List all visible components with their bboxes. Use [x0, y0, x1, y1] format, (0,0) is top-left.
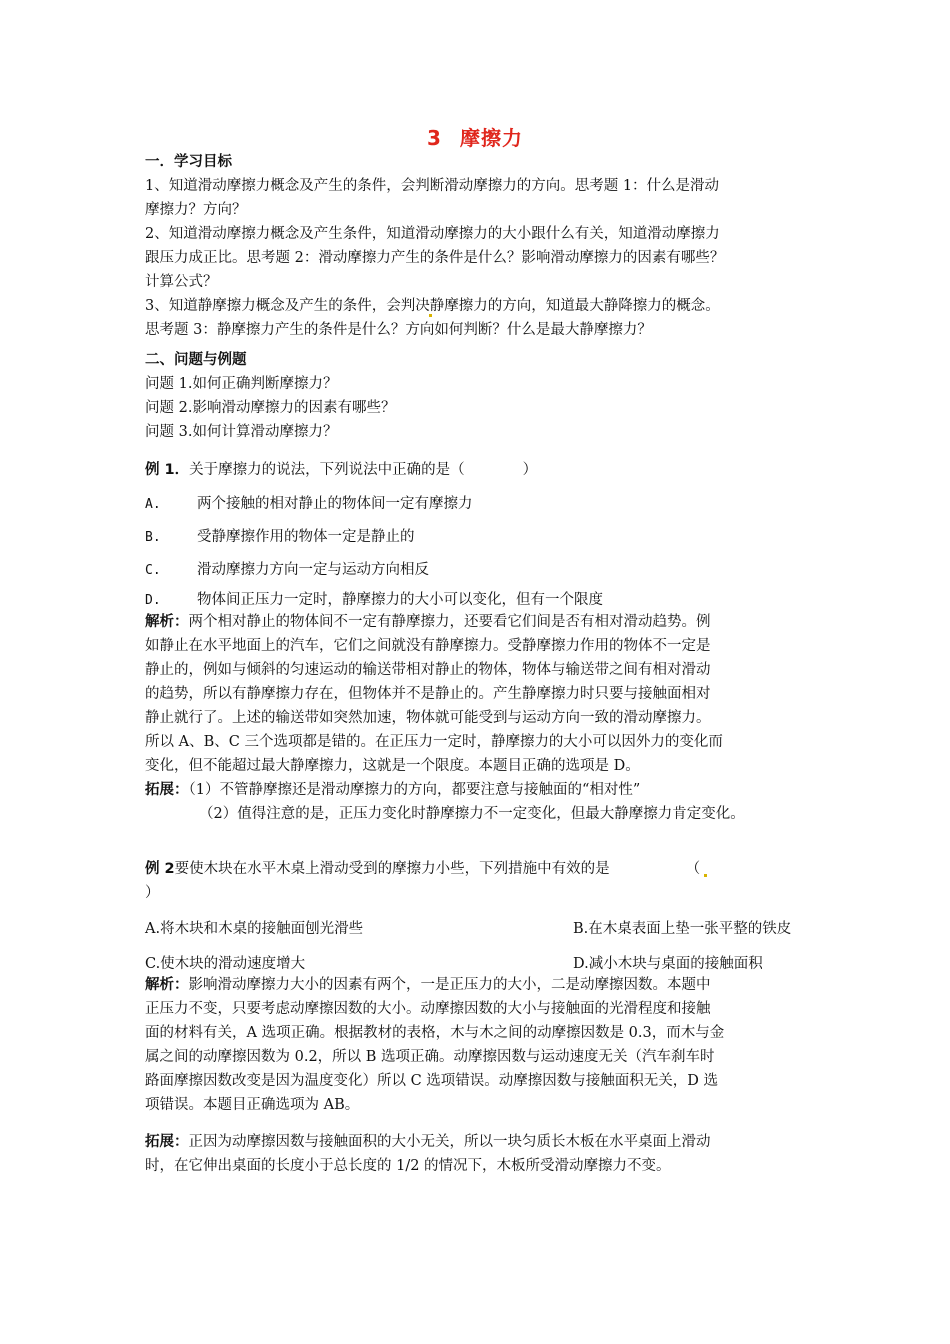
- analysis-line: 影响滑动摩擦力大小的因素有两个，一是正压力的大小，二是动摩擦因数。本题中: [188, 977, 711, 993]
- section-heading: 二、问题与例题: [145, 352, 247, 368]
- example1-label: 例 1．: [145, 462, 190, 478]
- extension-line: （1）不管静摩擦还是滑动摩擦力的方向，都要注意与接触面的“相对性”: [188, 782, 641, 798]
- option-letter: D.: [145, 593, 161, 608]
- analysis-line: 变化，但不能超过最大静摩擦力，这就是一个限度。本题目正确的选项是 D。: [145, 758, 640, 774]
- analysis-line: 静止就行了。上述的输送带如突然加速，物体就可能受到与运动方向一致的滑动摩擦力。: [145, 710, 711, 726]
- goal-line: 3、知道静摩擦力概念及产生的条件，会判决静摩擦力的方向，知道最大静降擦力的概念。: [145, 298, 720, 314]
- goal-line: 思考题 3：静摩擦力产生的条件是什么？方向如何判断？什么是最大静摩擦力？: [145, 322, 652, 338]
- option-a: [145, 492, 473, 517]
- analysis-line: 所以 A、B、C 三个选项都是错的。在正压力一定时，静摩擦力的大小可以因外力的变化而: [145, 734, 723, 750]
- question-item: 问题 1.如何正确判断摩擦力？: [145, 376, 338, 392]
- analysis-line: 静止的，例如与倾斜的匀速运动的输送带相对静止的物体，物体与输送带之间有相对滑动: [145, 662, 711, 678]
- option-d: D.减小木块与桌面的接触面积: [573, 956, 763, 972]
- analysis-label: 解析：: [145, 977, 189, 993]
- analysis-label: 解析：: [145, 614, 189, 630]
- example2-extension: [145, 1130, 825, 1178]
- goal-line: 1、知道滑动摩擦力概念及产生的条件，会判断滑动摩擦力的方向。思考题 1：什么是滑动: [145, 178, 720, 194]
- example1-analysis: [145, 610, 825, 826]
- scan-artifact-dot: [429, 314, 432, 317]
- option-text: 滑动摩擦力方向一定与运动方向相反: [197, 562, 429, 578]
- example2-stem: [145, 857, 825, 905]
- option-c: C.使木块的滑动速度增大: [145, 956, 306, 972]
- analysis-line: 面的材料有关，A 选项正确。根据教材的表格，木与木之间的动摩擦因数是 0.3，而木与金: [145, 1025, 725, 1041]
- question-item: 问题 3.如何计算滑动摩擦力？: [145, 424, 338, 440]
- analysis-line: 如静止在水平地面上的汽车，它们之间就没有静摩擦力。受静摩擦力作用的物体不一定是: [145, 638, 711, 654]
- option-letter: C.: [145, 563, 161, 578]
- option-c: [145, 558, 429, 583]
- section-heading: 一．学习目标: [145, 154, 232, 170]
- question-item: 问题 2.影响滑动摩擦力的因素有哪些？: [145, 400, 396, 416]
- extension-label: 拓展：: [145, 1134, 189, 1150]
- analysis-line: 路面摩擦因数改变是因为温度变化）所以 C 选项错误。动摩擦因数与接触面积无关，D 选: [145, 1073, 719, 1089]
- section-learning-goals: [145, 150, 825, 342]
- option-a: A.将木块和木桌的接触面刨光滑些: [145, 921, 364, 937]
- analysis-line: 属之间的动摩擦因数为 0.2，所以 B 选项正确。动摩擦因数与运动速度无关（汽车刹车时: [145, 1049, 715, 1065]
- option-b: B.在木桌表面上垫一张平整的铁皮: [573, 921, 792, 937]
- extension-line: 正因为动摩擦因数与接触面积的大小无关，所以一块匀质长木板在水平桌面上滑动: [188, 1134, 711, 1150]
- goal-line: 2、知道滑动摩擦力概念及产生条件，知道滑动摩擦力的大小跟什么有关，知道滑动摩擦力: [145, 226, 720, 242]
- option-letter: A.: [145, 497, 161, 512]
- option-text: 两个接触的相对静止的物体间一定有摩擦力: [197, 496, 473, 512]
- page-title: [0, 122, 950, 151]
- analysis-line: 正压力不变，只要考虑动摩擦因数的大小。动摩擦因数的大小与接触面的光滑程度和接触: [145, 1001, 711, 1017]
- analysis-line: 两个相对静止的物体间不一定有静摩擦力，还要看它们间是否有相对滑动趋势。例: [188, 614, 711, 630]
- goal-line: 跟压力成正比。思考题 2：滑动摩擦力产生的条件是什么？影响滑动摩擦力的因素有哪些？: [145, 250, 725, 266]
- option-letter: B.: [145, 530, 161, 545]
- option-text: 物体间正压力一定时，静摩擦力的大小可以变化，但有一个限度: [197, 592, 603, 608]
- example2-options-row1: [145, 917, 825, 941]
- goal-line: 计算公式？: [145, 274, 218, 290]
- example2-question: 要使木块在水平木桌上滑动受到的摩擦力小些，下列措施中有效的是: [174, 861, 610, 877]
- section-questions: [145, 348, 825, 444]
- example1-stem: [145, 458, 825, 482]
- option-b: [145, 525, 415, 550]
- extension-line: 时，在它伸出桌面的长度小于总长度的 1/2 的情况下，木板所受滑动摩擦力不变。: [145, 1158, 671, 1174]
- goal-line: 摩擦力？方向？: [145, 202, 247, 218]
- example1-question: 关于摩擦力的说法，下列说法中正确的是（ ）: [189, 462, 538, 478]
- extension-label: 拓展：: [145, 782, 189, 798]
- title-text: 摩擦力: [459, 126, 523, 150]
- example2-analysis: [145, 973, 825, 1117]
- answer-paren-close: ）: [145, 885, 160, 901]
- answer-paren-open: （: [685, 861, 701, 877]
- analysis-line: 的趋势，所以有静摩擦力存在，但物体并不是静止的。产生静摩擦力时只要与接触面相对: [145, 686, 711, 702]
- extension-line: （2）值得注意的是，正压力变化时静摩擦力不一定变化，但最大静摩擦力肯定变化。: [199, 806, 745, 822]
- scan-artifact-dot: [704, 874, 707, 877]
- example2-label: 例 2: [145, 861, 175, 877]
- option-text: 受静摩擦作用的物体一定是静止的: [197, 529, 415, 545]
- title-number: 3: [427, 126, 442, 150]
- analysis-line: 项错误。本题目正确选项为 AB。: [145, 1097, 360, 1113]
